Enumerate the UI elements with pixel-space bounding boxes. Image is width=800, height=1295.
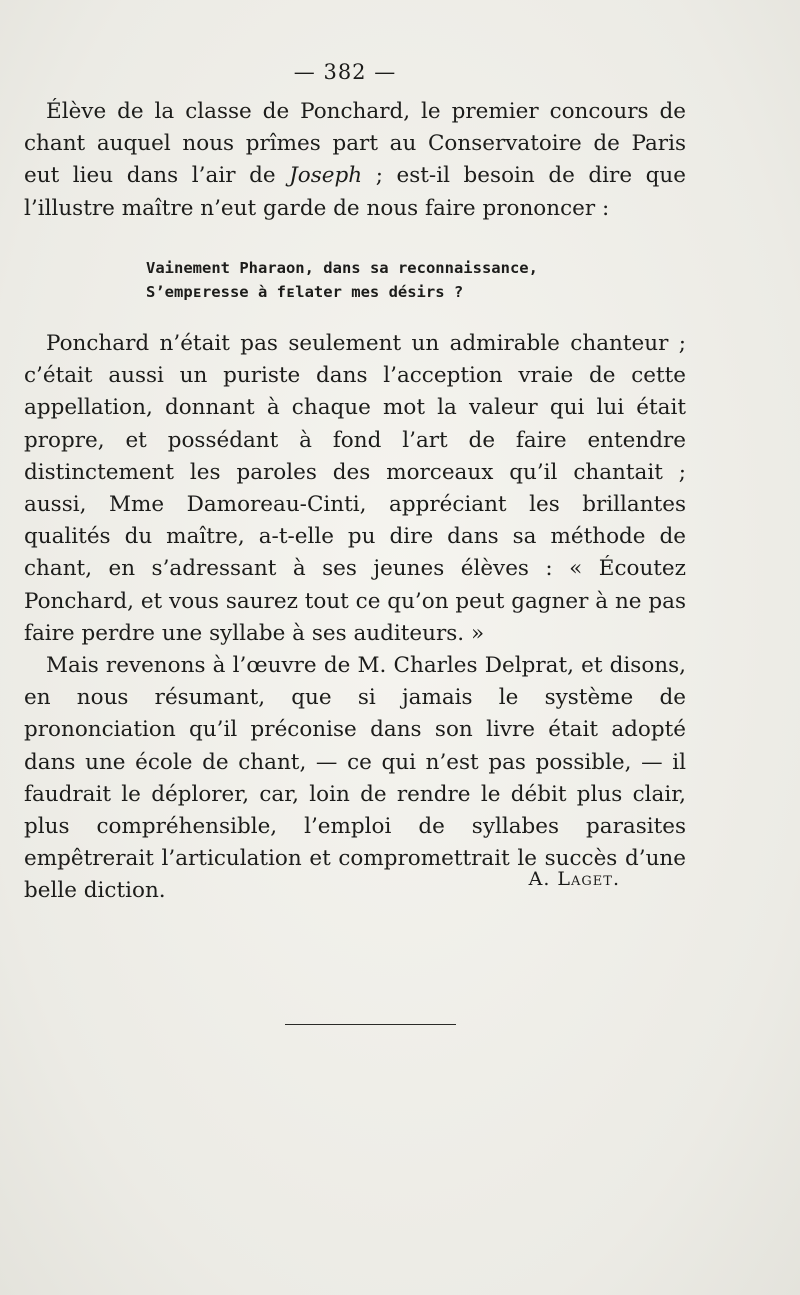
verse-line-2: S’empᴇresse à fᴇlater mes désirs ? <box>146 283 464 301</box>
author-signature: A. Laget. <box>528 868 620 890</box>
paragraph-ponchard: Ponchard n’était pas seulement un admirable chanteur ; c’était aussi un puriste dans l’acception vraie de cette appellation, donnant à chaque mot la valeur qui lui était propre, et possédant à fond l’art de faire entendre distinctement les paroles des morceaux qu’il chantait ; aussi, Mme Damoreau-Cinti, appréciant les brillantes qualités du maître, a-t-elle pu dire dans sa méthode de chant, en s’adressant à ses jeunes élèves : « Écoutez Ponchard, et vous saurez tout ce qu’on peut gagner à ne pas faire perdre une syllabe à ses auditeurs. » <box>24 331 686 646</box>
paragraph-conclusion: Mais revenons à l’œuvre de M. Charles Delprat, et disons, en nous résumant, que si jamais le système de prononciation qu’il préconise dans son livre était adopté dans une école de chant, — ce qui n’est pas possible, — il faudrait le déplorer, car, loin de rendre le débit plus clair, plus compréhensible, l’emploi de syllabes parasites empêtrerait l’articulation et compromettrait le succès d’une belle diction. <box>24 653 686 904</box>
paragraph-intro <box>24 96 686 225</box>
opera-title: Joseph <box>289 163 363 189</box>
body-text <box>24 328 686 908</box>
section-divider <box>285 1024 456 1025</box>
page-number: — 382 — <box>293 60 397 84</box>
paragraph-intro-after: ; est-il besoin de dire que l’illustre maître n’eut garde de nous faire prononcer : <box>24 163 686 221</box>
verse-quote <box>146 256 538 304</box>
paragraph-intro-before: Élève de la classe de Ponchard, le premier concours de chant auquel nous prîmes part au Conservatoire de Paris eut lieu dans l’air de <box>24 99 686 189</box>
verse-line-1: Vainement Pharaon, dans sa reconnaissance, <box>146 259 538 277</box>
